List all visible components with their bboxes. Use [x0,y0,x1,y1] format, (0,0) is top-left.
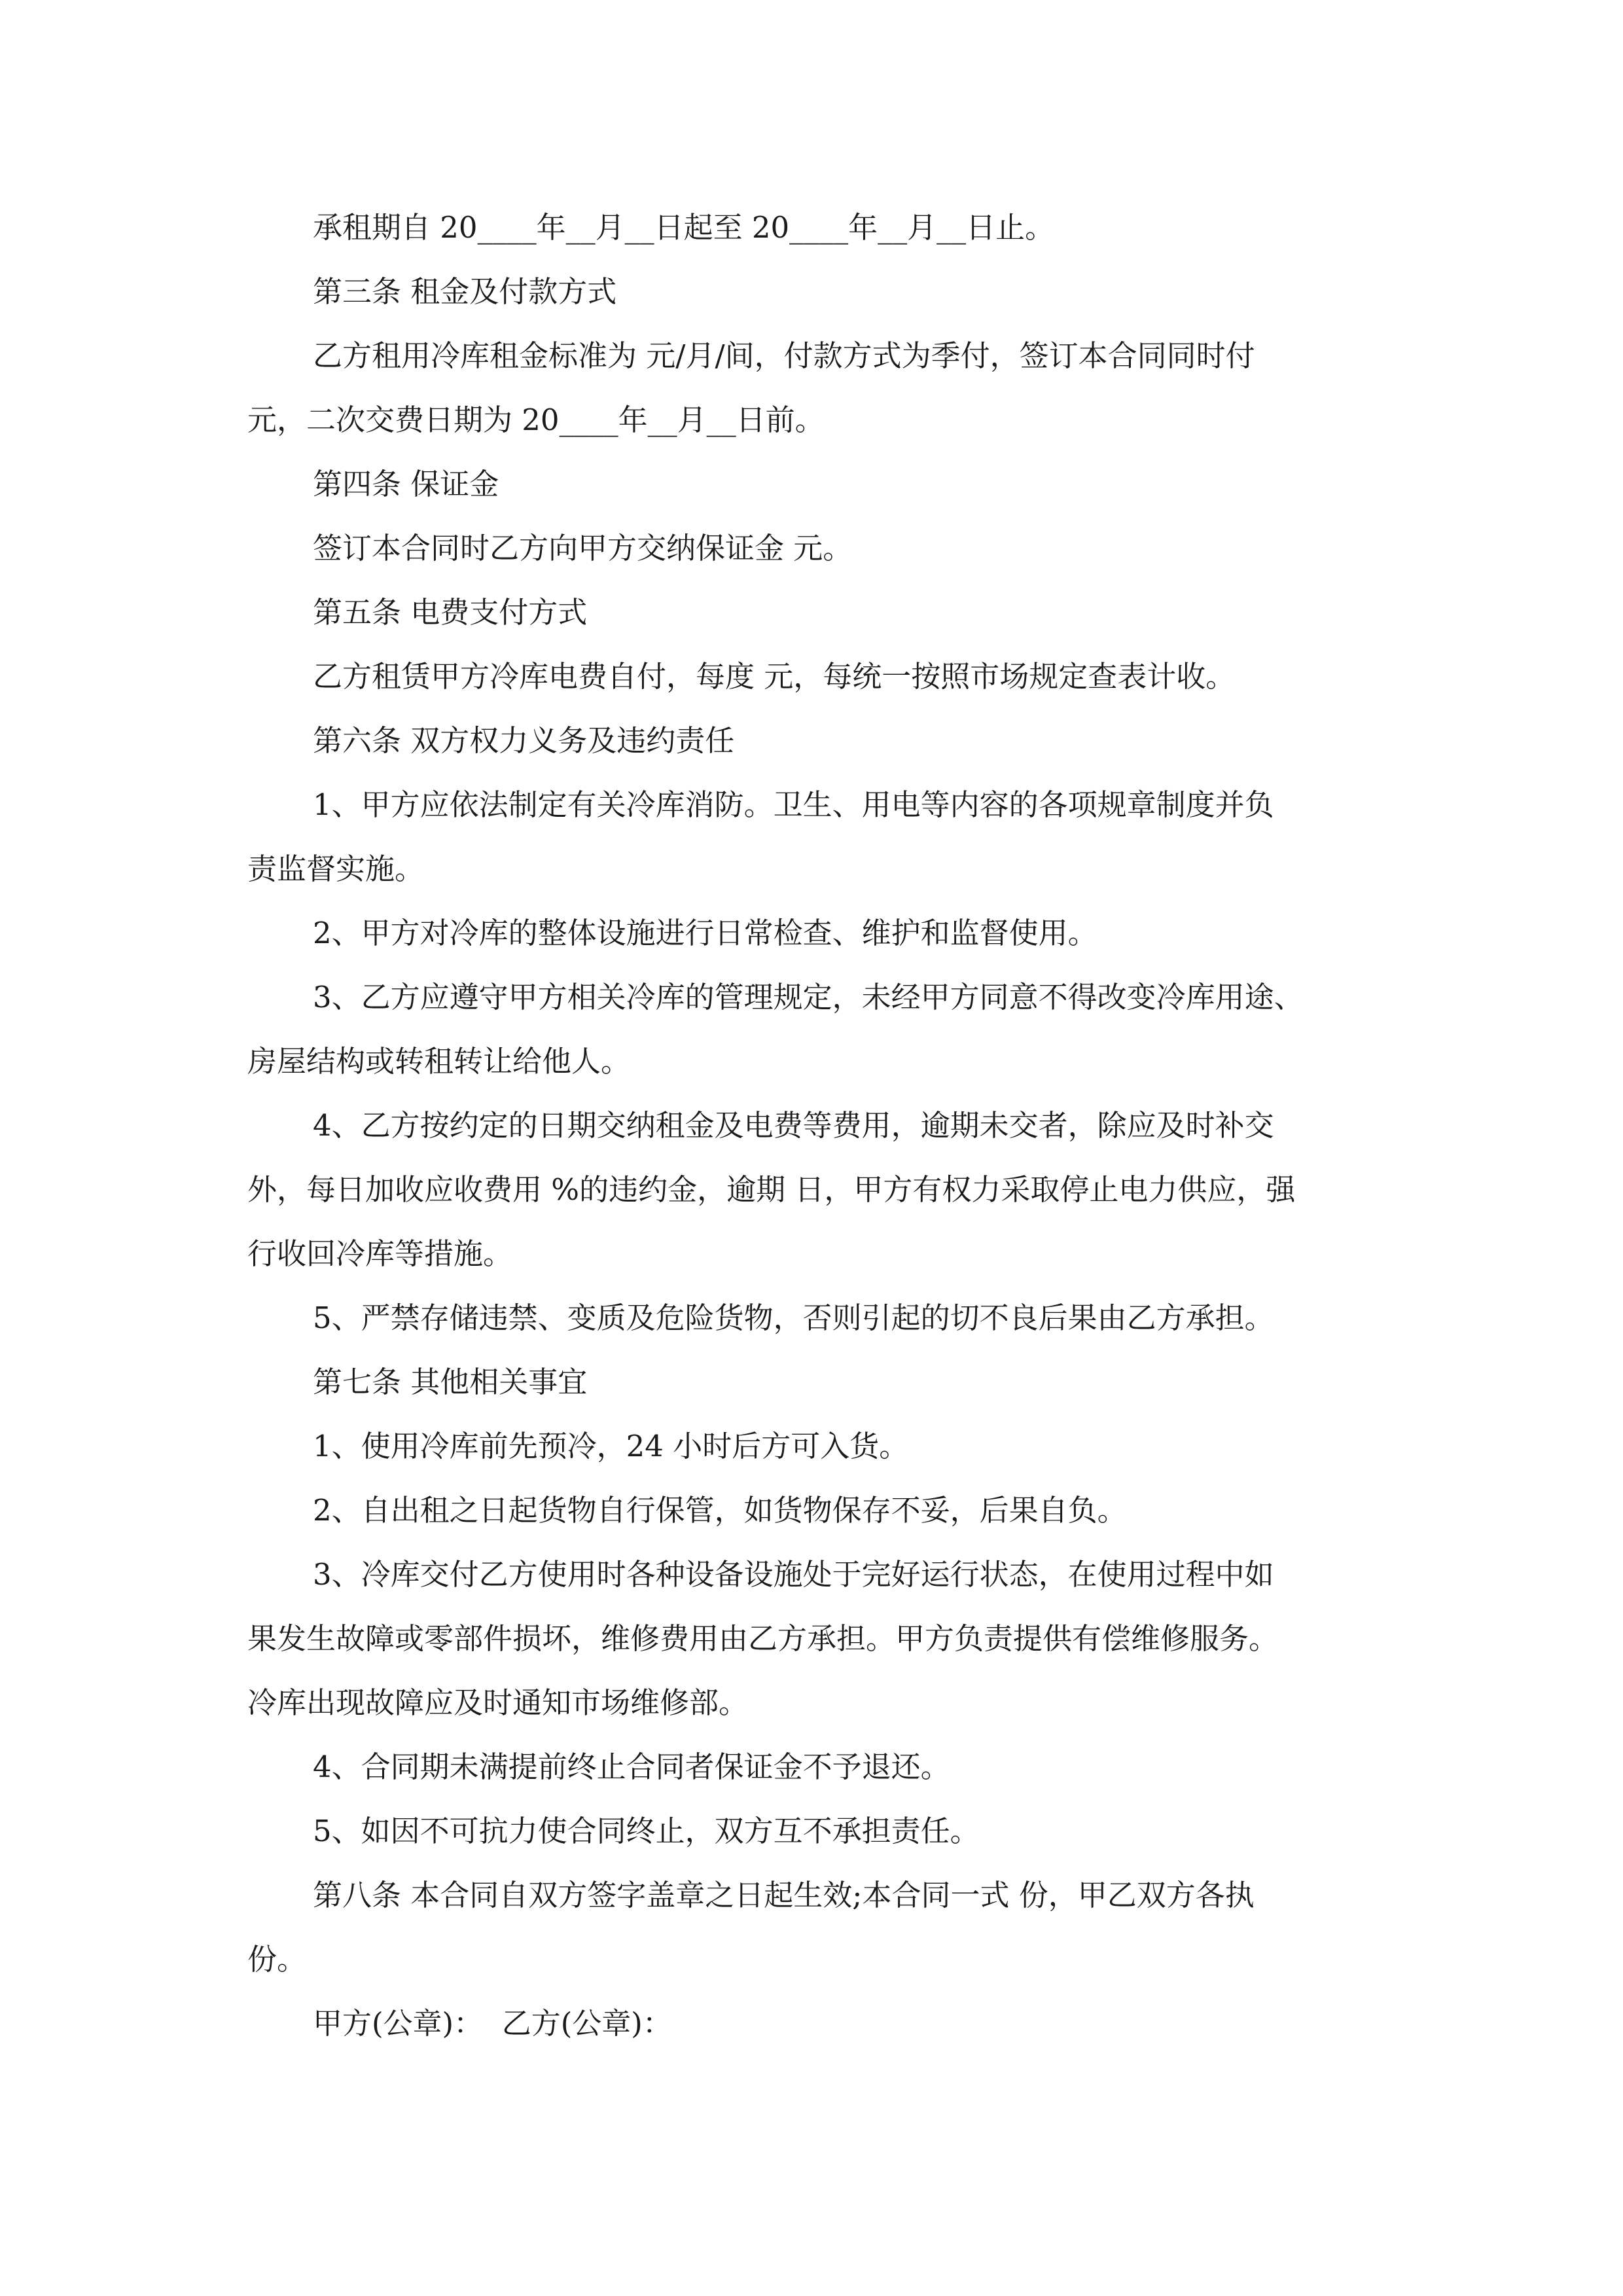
article-6-item-2: 2、甲方对冷库的整体设施进行日常检查、维护和监督使用。 [313,916,1097,950]
article-6-item-4-cont: 外，每日加收应收费用 %的违约金，逾期 日，甲方有权力采取停止电力供应，强 [247,1172,1296,1207]
article-7-item-2: 2、自出租之日起货物自行保管，如货物保存不妥，后果自负。 [313,1493,1127,1528]
article-5-heading: 第五条 电费支付方式 [313,595,588,630]
article-7-heading: 第七条 其他相关事宜 [313,1365,588,1399]
article-6-item-3: 3、乙方应遵守甲方相关冷库的管理规定，未经甲方同意不得改变冷库用途、 [313,980,1304,1014]
article-7-item-3: 3、冷库交付乙方使用时各种设备设施处于完好运行状态，在使用过程中如 [313,1557,1274,1592]
article-6-item-1-cont: 责监督实施。 [247,852,425,886]
article-6-item-1: 1、甲方应依法制定有关冷库消防。卫生、用电等内容的各项规章制度并负 [313,787,1274,822]
rent-standard-line: 乙方租用冷库租金标准为 元/月/间，付款方式为季付，签订本合同同时付 [313,338,1255,373]
electricity-fee-line: 乙方租赁甲方冷库电费自付，每度 元，每统一按照市场规定查表计收。 [313,659,1236,694]
deposit-line: 签订本合同时乙方向甲方交纳保证金 元。 [313,531,853,565]
article-7-item-1: 1、使用冷库前先预冷，24 小时后方可入货。 [313,1429,909,1463]
article-7-item-3-cont-2: 冷库出现故障应及时通知市场维修部。 [247,1685,749,1720]
article-4-heading: 第四条 保证金 [313,467,499,501]
article-8-line-cont: 份。 [247,1942,307,1977]
article-6-item-4-cont-2: 行收回冷库等措施。 [247,1236,513,1271]
article-3-heading: 第三条 租金及付款方式 [313,274,617,309]
article-6-item-4: 4、乙方按约定的日期交纳租金及电费等费用，逾期未交者，除应及时补交 [313,1108,1274,1143]
article-6-heading: 第六条 双方权力义务及违约责任 [313,723,735,758]
lease-term-line: 承租期自 20____年__月__日起至 20____年__月__日止。 [313,210,1055,245]
article-7-item-5: 5、如因不可抗力使合同终止，双方互不承担责任。 [313,1814,980,1848]
article-8-line: 第八条 本合同自双方签字盖章之日起生效;本合同一式 份，甲乙双方各执 [313,1878,1255,1912]
article-7-item-3-cont: 果发生故障或零部件损坏，维修费用由乙方承担。甲方负责提供有偿维修服务。 [247,1621,1279,1656]
article-6-item-3-cont: 房屋结构或转租转让给他人。 [247,1044,631,1079]
rent-standard-line-cont: 元，二次交费日期为 20____年__月__日前。 [247,403,825,437]
signature-line: 甲方(公章)： 乙方(公章)： [313,2006,672,2041]
article-6-item-5: 5、严禁存储违禁、变质及危险货物，否则引起的切不良后果由乙方承担。 [313,1300,1274,1335]
article-7-item-4: 4、合同期未满提前终止合同者保证金不予退还。 [313,1749,950,1784]
